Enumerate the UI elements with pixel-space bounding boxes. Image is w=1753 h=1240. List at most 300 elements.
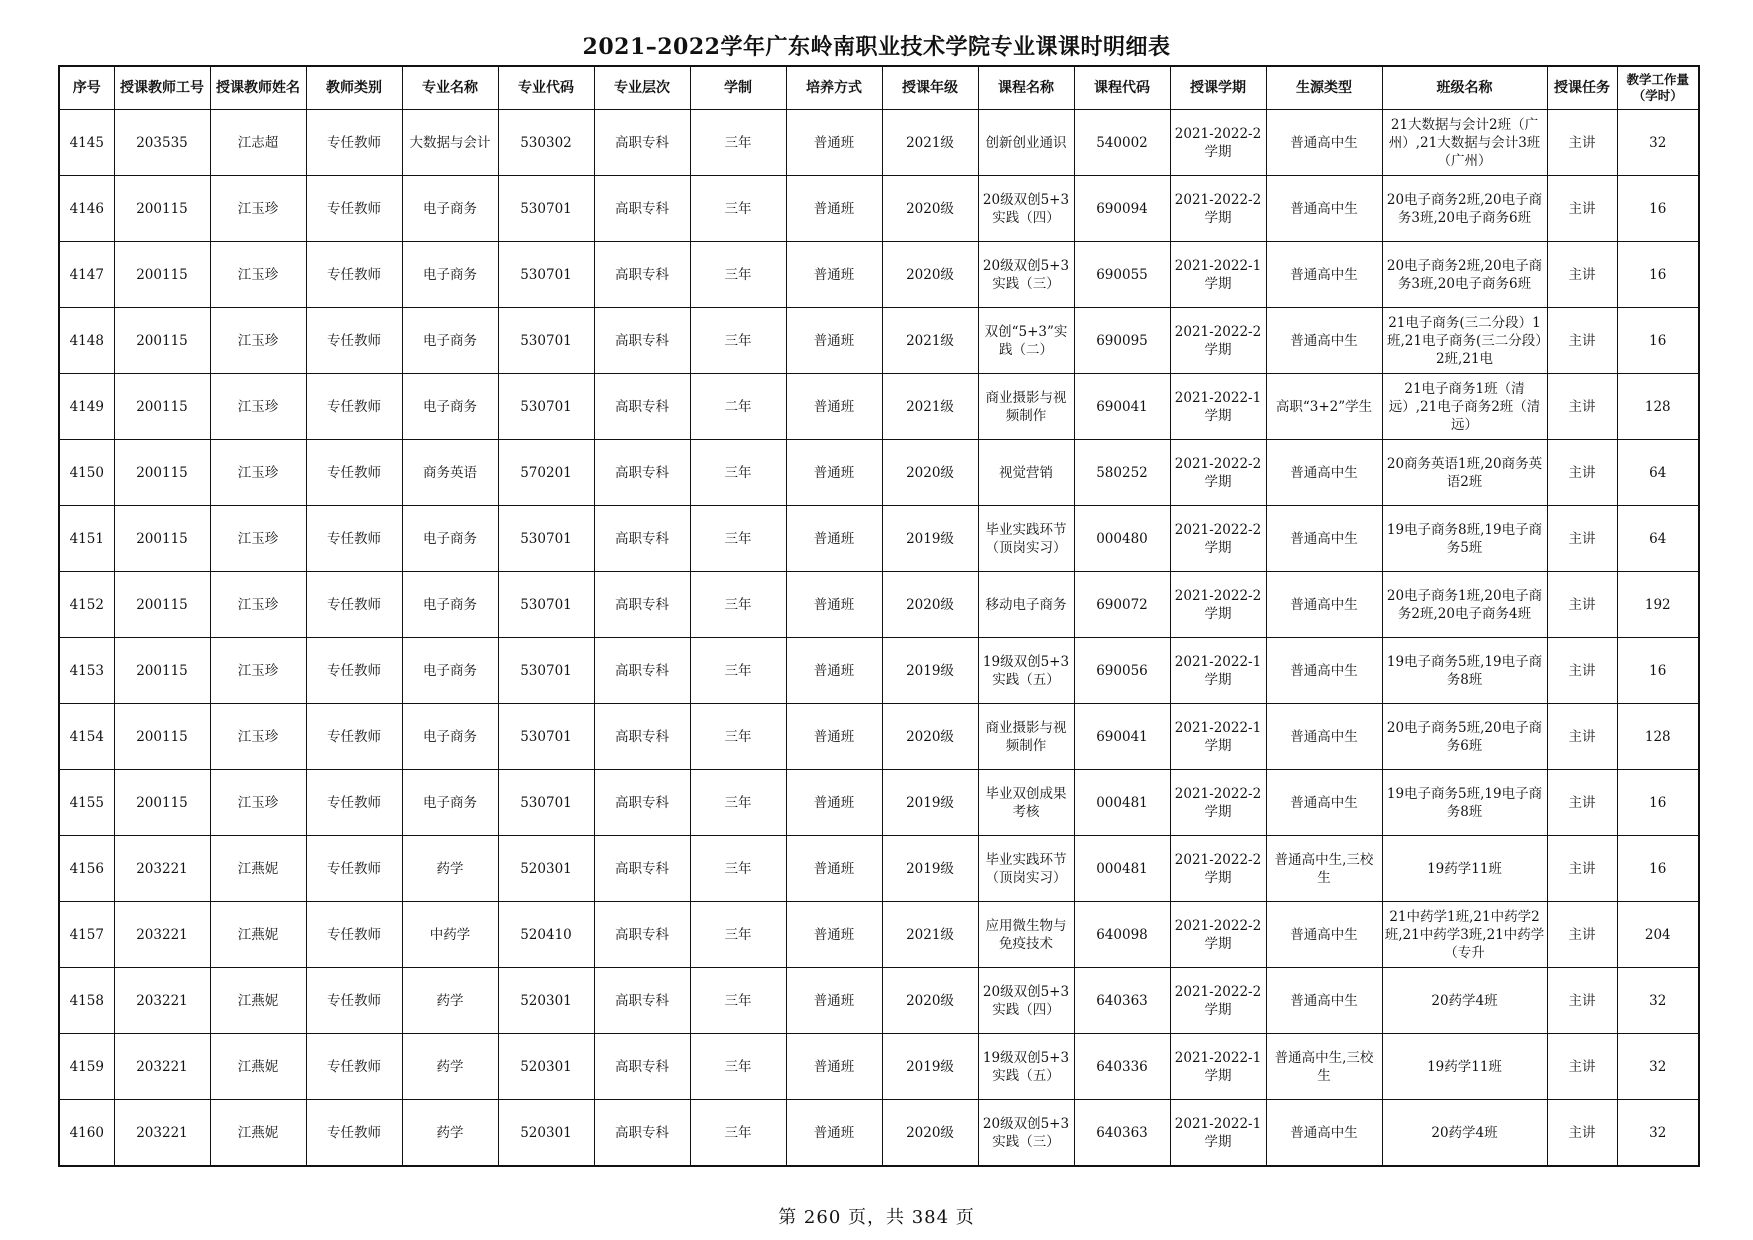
table-cell (402, 1034, 498, 1100)
table-cell (1170, 176, 1266, 242)
cell-text: 21电子商务1班（清远）,21电子商务2班（清远） (1388, 380, 1541, 433)
cell-text: 203221 (136, 1124, 188, 1141)
table-cell (1074, 836, 1170, 902)
table-cell (1074, 1034, 1170, 1100)
cell-text: 高职专科 (615, 1058, 669, 1075)
table-cell (59, 176, 114, 242)
table-cell (114, 770, 210, 836)
cell-text: 000481 (1096, 794, 1148, 811)
table-cell (690, 242, 786, 308)
cell-text: 640363 (1096, 992, 1148, 1009)
column-header: 授课年级 (882, 66, 978, 110)
cell-text: 电子商务 (423, 596, 477, 613)
table-cell (1074, 902, 1170, 968)
cell-text: 640098 (1096, 926, 1148, 943)
cell-text: 江燕妮 (237, 860, 279, 877)
column-header: 教师类别 (306, 66, 402, 110)
table-cell (402, 968, 498, 1034)
cell-text: 16 (1649, 266, 1667, 283)
table-cell (59, 242, 114, 308)
table-cell (882, 374, 978, 440)
table-cell (1617, 968, 1699, 1034)
table-cell (1617, 242, 1699, 308)
cell-text: 普通高中生 (1290, 596, 1358, 613)
cell-text: 商业摄影与视频制作 (985, 719, 1067, 754)
table-cell (1074, 440, 1170, 506)
cell-text: 2021-2022-2学期 (1174, 917, 1262, 952)
table-cell (210, 440, 306, 506)
cell-text: 204 (1644, 926, 1671, 943)
cell-text: 2019级 (906, 530, 954, 547)
cell-text: 20电子商务2班,20电子商务3班,20电子商务6班 (1386, 257, 1543, 292)
table-row (59, 572, 1699, 638)
cell-text: 16 (1649, 860, 1667, 877)
cell-text: 2020级 (906, 464, 954, 481)
table-cell (1266, 242, 1382, 308)
cell-text: 主讲 (1568, 266, 1596, 283)
table-cell (978, 572, 1074, 638)
table-cell (306, 1100, 402, 1167)
table-cell (1170, 110, 1266, 176)
cell-text: 主讲 (1568, 794, 1596, 811)
table-cell (1547, 770, 1617, 836)
table-cell (594, 836, 690, 902)
table-cell (882, 1100, 978, 1167)
cell-text: 普通班 (813, 1124, 855, 1141)
cell-text: 高职专科 (615, 464, 669, 481)
cell-text: 4156 (69, 860, 104, 877)
table-cell (1547, 704, 1617, 770)
table-cell (59, 440, 114, 506)
table-cell (1074, 770, 1170, 836)
table-row (59, 440, 1699, 506)
cell-text: 专任教师 (327, 728, 381, 745)
table-cell (690, 638, 786, 704)
table-cell (1617, 902, 1699, 968)
table-cell (1617, 506, 1699, 572)
table-cell (1382, 308, 1547, 374)
cell-text: 主讲 (1568, 926, 1596, 943)
table-cell (786, 770, 882, 836)
table-cell (1382, 572, 1547, 638)
column-header: 班级名称 (1382, 66, 1547, 110)
cell-text: 三年 (724, 728, 752, 745)
table-cell (786, 176, 882, 242)
cell-text: 203221 (136, 926, 188, 943)
table-cell (1382, 176, 1547, 242)
cell-text: 690056 (1096, 662, 1148, 679)
table-cell (114, 176, 210, 242)
table-cell (114, 110, 210, 176)
table-cell (882, 176, 978, 242)
table-cell (1547, 572, 1617, 638)
cell-text: 药学 (436, 1124, 464, 1141)
column-header: 授课教师姓名 (210, 66, 306, 110)
table-cell (59, 374, 114, 440)
table-cell (1382, 704, 1547, 770)
cell-text: 主讲 (1568, 464, 1596, 481)
table-cell (978, 242, 1074, 308)
table-cell (114, 506, 210, 572)
cell-text: 江玉珍 (237, 464, 279, 481)
table-cell (978, 836, 1074, 902)
cell-text: 三年 (724, 596, 752, 613)
table-cell (1547, 506, 1617, 572)
table-cell (114, 968, 210, 1034)
cell-text: 2020级 (906, 200, 954, 217)
table-cell (1382, 1034, 1547, 1100)
cell-text: 普通班 (813, 530, 855, 547)
table-body (59, 110, 1699, 1167)
table-cell (882, 902, 978, 968)
column-header: 课程代码 (1074, 66, 1170, 110)
table-cell (1266, 902, 1382, 968)
table-cell (1617, 638, 1699, 704)
table-cell (1074, 1100, 1170, 1167)
cell-text: 高职专科 (615, 992, 669, 1009)
cell-text: 高职专科 (615, 266, 669, 283)
cell-text: 19级双创5+3实践（五） (982, 1049, 1070, 1084)
table-cell (882, 440, 978, 506)
table-cell (1170, 506, 1266, 572)
cell-text: 19级双创5+3实践（五） (982, 653, 1070, 688)
table-cell (594, 176, 690, 242)
table-cell (978, 176, 1074, 242)
table-cell (882, 110, 978, 176)
cell-text: 4151 (69, 530, 104, 547)
cell-text: 203221 (136, 1058, 188, 1075)
cell-text: 专任教师 (327, 200, 381, 217)
cell-text: 毕业双创成果考核 (985, 785, 1067, 820)
cell-text: 电子商务 (423, 266, 477, 283)
cell-text: 4158 (69, 992, 104, 1009)
table-cell (1617, 572, 1699, 638)
cell-text: 19药学11班 (1427, 860, 1502, 877)
table-cell (690, 902, 786, 968)
table-cell (1617, 836, 1699, 902)
cell-text: 32 (1649, 992, 1667, 1009)
cell-text: 2021-2022-2学期 (1174, 125, 1262, 160)
cell-text: 2021-2022-2学期 (1174, 521, 1262, 556)
cell-text: 16 (1649, 662, 1667, 679)
column-header: 课程名称 (978, 66, 1074, 110)
table-cell (978, 506, 1074, 572)
cell-text: 普通高中生 (1290, 266, 1358, 283)
table-cell (114, 704, 210, 770)
table-row (59, 770, 1699, 836)
cell-text: 520301 (520, 992, 572, 1009)
table-cell (978, 770, 1074, 836)
table-cell (978, 110, 1074, 176)
cell-text: 16 (1649, 794, 1667, 811)
cell-text: 专任教师 (327, 266, 381, 283)
cell-text: 4149 (69, 398, 104, 415)
table-cell (498, 902, 594, 968)
cell-text: 三年 (724, 332, 752, 349)
cell-text: 创新创业通识 (985, 134, 1067, 151)
cell-text: 4152 (69, 596, 104, 613)
table-row (59, 374, 1699, 440)
cell-text: 江燕妮 (237, 1058, 279, 1075)
table-row (59, 638, 1699, 704)
cell-text: 专任教师 (327, 794, 381, 811)
table-cell (690, 1034, 786, 1100)
table-cell (402, 374, 498, 440)
cell-text: 4159 (69, 1058, 104, 1075)
table-cell (402, 572, 498, 638)
cell-text: 2021-2022-2学期 (1174, 587, 1262, 622)
cell-text: 2021级 (906, 332, 954, 349)
cell-text: 专任教师 (327, 1124, 381, 1141)
table-cell (1074, 704, 1170, 770)
cell-text: 普通高中生,三校生 (1274, 851, 1374, 886)
table-cell (978, 1100, 1074, 1167)
cell-text: 200115 (136, 332, 188, 349)
cell-text: 高职专科 (615, 530, 669, 547)
cell-text: 专任教师 (327, 662, 381, 679)
cell-text: 江玉珍 (237, 530, 279, 547)
table-cell (59, 506, 114, 572)
table-cell (690, 110, 786, 176)
table-cell (690, 836, 786, 902)
cell-text: 530701 (520, 662, 572, 679)
table-cell (786, 1034, 882, 1100)
table-cell (1617, 374, 1699, 440)
cell-text: 530701 (520, 200, 572, 217)
table-cell (210, 1100, 306, 1167)
cell-text: 203221 (136, 992, 188, 1009)
cell-text: 2019级 (906, 794, 954, 811)
table-cell (210, 704, 306, 770)
table-cell (978, 704, 1074, 770)
table-cell (59, 704, 114, 770)
cell-text: 三年 (724, 530, 752, 547)
table-cell (690, 770, 786, 836)
cell-text: 200115 (136, 530, 188, 547)
cell-text: 2020级 (906, 266, 954, 283)
table-cell (498, 506, 594, 572)
cell-text: 690095 (1096, 332, 1148, 349)
cell-text: 4157 (69, 926, 104, 943)
table-cell (1617, 1100, 1699, 1167)
table-cell (59, 110, 114, 176)
cell-text: 20电子商务2班,20电子商务3班,20电子商务6班 (1386, 191, 1543, 226)
cell-text: 江玉珍 (237, 596, 279, 613)
cell-text: 20药学4班 (1431, 1124, 1498, 1141)
table-cell (594, 242, 690, 308)
header-row (59, 66, 1699, 110)
cell-text: 4148 (69, 332, 104, 349)
cell-text: 200115 (136, 464, 188, 481)
table-cell (402, 506, 498, 572)
cell-text: 江玉珍 (237, 200, 279, 217)
table-cell (306, 1034, 402, 1100)
table-cell (1382, 902, 1547, 968)
table-cell (1617, 110, 1699, 176)
cell-text: 三年 (724, 1124, 752, 1141)
course-hours-table (58, 65, 1700, 1167)
cell-text: 200115 (136, 398, 188, 415)
table-cell (594, 1034, 690, 1100)
table-cell (306, 506, 402, 572)
table-cell (594, 902, 690, 968)
table-cell (210, 572, 306, 638)
cell-text: 530701 (520, 794, 572, 811)
table-row (59, 704, 1699, 770)
table-row (59, 836, 1699, 902)
cell-text: 普通班 (813, 332, 855, 349)
cell-text: 200115 (136, 794, 188, 811)
table-cell (594, 1100, 690, 1167)
cell-text: 电子商务 (423, 662, 477, 679)
table-cell (1547, 1034, 1617, 1100)
cell-text: 高职专科 (615, 134, 669, 151)
table-cell (1266, 638, 1382, 704)
cell-text: 19药学11班 (1427, 1058, 1502, 1075)
cell-text: 普通班 (813, 728, 855, 745)
cell-text: 大数据与会计 (409, 134, 491, 151)
table-cell (1617, 440, 1699, 506)
table-cell (1266, 572, 1382, 638)
cell-text: 江玉珍 (237, 332, 279, 349)
table-cell (114, 242, 210, 308)
cell-text: 2021-2022-1学期 (1174, 257, 1262, 292)
table-cell (498, 110, 594, 176)
cell-text: 19电子商务5班,19电子商务8班 (1386, 653, 1543, 688)
cell-text: 主讲 (1568, 134, 1596, 151)
table-cell (114, 836, 210, 902)
column-header: 序号 (59, 66, 114, 110)
table-cell (1617, 308, 1699, 374)
table-cell (978, 902, 1074, 968)
cell-text: 高职专科 (615, 398, 669, 415)
cell-text: 2021-2022-1学期 (1174, 1049, 1262, 1084)
table-cell (498, 1100, 594, 1167)
cell-text: 2021-2022-2学期 (1174, 323, 1262, 358)
table-row (59, 902, 1699, 968)
cell-text: 520301 (520, 860, 572, 877)
cell-text: 16 (1649, 200, 1667, 217)
table-cell (690, 572, 786, 638)
table-cell (1617, 770, 1699, 836)
cell-text: 2021-2022-2学期 (1174, 851, 1262, 886)
cell-text: 江玉珍 (237, 398, 279, 415)
cell-text: 毕业实践环节（顶岗实习） (985, 851, 1067, 886)
cell-text: 2020级 (906, 596, 954, 613)
cell-text: 双创“5+3”实践（二） (984, 323, 1068, 358)
cell-text: 江燕妮 (237, 926, 279, 943)
cell-text: 普通班 (813, 860, 855, 877)
cell-text: 192 (1644, 596, 1671, 613)
column-header: 专业代码 (498, 66, 594, 110)
cell-text: 2020级 (906, 992, 954, 1009)
table-cell (1266, 176, 1382, 242)
table-cell (1170, 902, 1266, 968)
cell-text: 三年 (724, 464, 752, 481)
cell-text: 32 (1649, 1058, 1667, 1075)
table-cell (1170, 242, 1266, 308)
cell-text: 主讲 (1568, 596, 1596, 613)
table-cell (690, 440, 786, 506)
cell-text: 普通高中生 (1290, 662, 1358, 679)
cell-text: 药学 (436, 860, 464, 877)
cell-text: 19电子商务5班,19电子商务8班 (1386, 785, 1543, 820)
cell-text: 普通高中生 (1290, 992, 1358, 1009)
cell-text: 毕业实践环节（顶岗实习） (985, 521, 1067, 556)
table-cell (1382, 638, 1547, 704)
table-cell (978, 1034, 1074, 1100)
table-cell (210, 242, 306, 308)
cell-text: 高职专科 (615, 596, 669, 613)
cell-text: 普通高中生 (1290, 926, 1358, 943)
cell-text: 000480 (1096, 530, 1148, 547)
table-cell (1170, 572, 1266, 638)
cell-text: 4150 (69, 464, 104, 481)
cell-text: 主讲 (1568, 398, 1596, 415)
cell-text: 普通班 (813, 992, 855, 1009)
table-cell (1074, 506, 1170, 572)
table-cell (498, 836, 594, 902)
table-cell (786, 440, 882, 506)
cell-text: 530701 (520, 728, 572, 745)
table-cell (786, 308, 882, 374)
cell-text: 2021-2022-1学期 (1174, 719, 1262, 754)
table-cell (210, 770, 306, 836)
table-cell (498, 968, 594, 1034)
cell-text: 2021级 (906, 926, 954, 943)
cell-text: 应用微生物与免疫技术 (985, 917, 1067, 952)
table-cell (498, 572, 594, 638)
cell-text: 普通高中生 (1290, 530, 1358, 547)
cell-text: 主讲 (1568, 530, 1596, 547)
table-cell (1382, 440, 1547, 506)
cell-text: 20电子商务5班,20电子商务6班 (1386, 719, 1543, 754)
table-cell (59, 836, 114, 902)
cell-text: 普通班 (813, 926, 855, 943)
table-cell (786, 374, 882, 440)
table-cell (594, 572, 690, 638)
table-cell (1382, 836, 1547, 902)
cell-text: 520301 (520, 1058, 572, 1075)
table-cell (402, 440, 498, 506)
table-cell (306, 770, 402, 836)
cell-text: 专任教师 (327, 926, 381, 943)
cell-text: 32 (1649, 134, 1667, 151)
table-cell (402, 704, 498, 770)
cell-text: 4160 (69, 1124, 104, 1141)
table-cell (786, 110, 882, 176)
table-cell (1074, 110, 1170, 176)
table-cell (690, 176, 786, 242)
cell-text: 4155 (69, 794, 104, 811)
cell-text: 商务英语 (423, 464, 477, 481)
cell-text: 主讲 (1568, 1058, 1596, 1075)
cell-text: 690072 (1096, 596, 1148, 613)
cell-text: 主讲 (1568, 200, 1596, 217)
table-cell (1266, 1100, 1382, 1167)
table-cell (978, 374, 1074, 440)
table-cell (882, 968, 978, 1034)
cell-text: 2019级 (906, 1058, 954, 1075)
table-cell (1170, 440, 1266, 506)
cell-text: 专任教师 (327, 134, 381, 151)
cell-text: 江玉珍 (237, 266, 279, 283)
table-cell (1547, 374, 1617, 440)
table-cell (1382, 110, 1547, 176)
cell-text: 128 (1644, 728, 1671, 745)
cell-text: 普通高中生,三校生 (1274, 1049, 1374, 1084)
cell-text: 200115 (136, 596, 188, 613)
